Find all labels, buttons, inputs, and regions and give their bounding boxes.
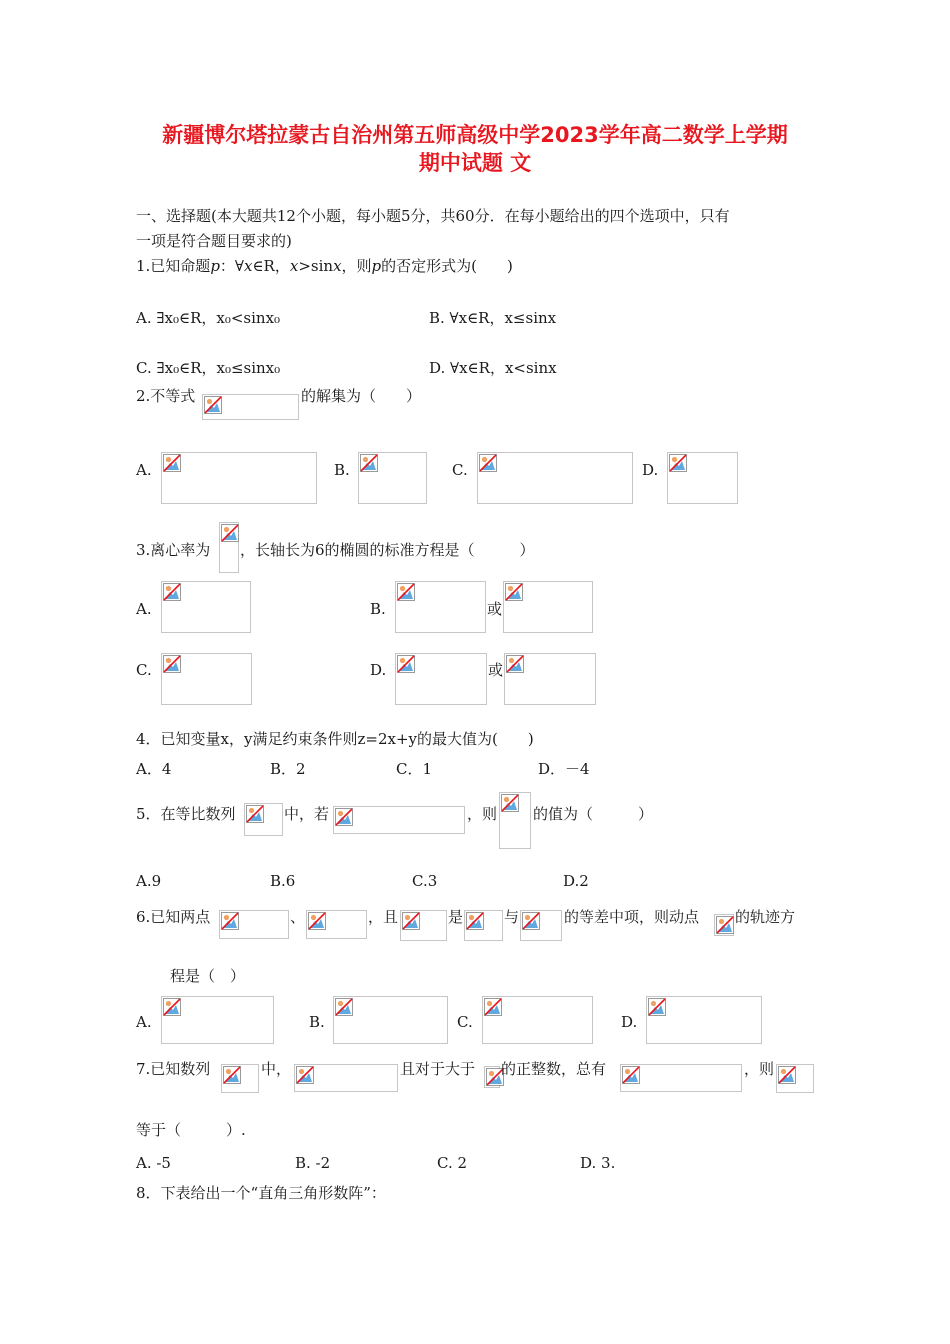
- formula-image: [161, 581, 251, 633]
- question-5-stem-end: 的值为（ ）: [533, 805, 654, 823]
- broken-image-icon: [397, 583, 415, 601]
- question-2-stem-end: 的解集为（ ）: [301, 387, 422, 405]
- question-7-stem-end: ，则: [744, 1060, 775, 1078]
- question-3-option-a: A.: [136, 600, 152, 618]
- broken-image-icon: [402, 912, 420, 930]
- broken-image-icon: [163, 583, 181, 601]
- formula-image: [306, 910, 367, 939]
- formula-image: [482, 996, 593, 1044]
- formula-image: [161, 452, 317, 504]
- question-6-sep-4: 与: [504, 908, 520, 926]
- question-6-option-b: B.: [309, 1013, 325, 1031]
- question-7-stem-line2: 等于（ ）.: [136, 1121, 246, 1139]
- formula-image: [221, 1064, 259, 1093]
- formula-image: [333, 996, 448, 1044]
- question-1-option-a: A. ∃x₀∈R，x₀<sinx₀: [136, 309, 281, 327]
- question-3-option-b: B.: [370, 600, 386, 618]
- question-3-option-d: D.: [370, 661, 387, 679]
- question-5-stem-start: 5．在等比数列: [136, 805, 236, 823]
- broken-image-icon: [204, 396, 222, 414]
- broken-image-icon: [163, 655, 181, 673]
- question-2-option-b: B.: [334, 461, 350, 479]
- question-5-option-a: A.9: [136, 872, 162, 890]
- question-1-option-b: B. ∀x∈R，x≤sinx: [429, 309, 557, 327]
- broken-image-icon: [397, 655, 415, 673]
- broken-image-icon: [335, 998, 353, 1016]
- formula-image: [333, 806, 465, 834]
- broken-image-icon: [223, 1066, 241, 1084]
- broken-image-icon: [360, 454, 378, 472]
- broken-image-icon: [622, 1066, 640, 1084]
- question-1-option-c: C. ∃x₀∈R，x₀≤sinx₀: [136, 359, 281, 377]
- broken-image-icon: [501, 794, 519, 812]
- formula-image: [667, 452, 738, 504]
- question-4-option-c: C．1: [396, 760, 433, 778]
- formula-image: [477, 452, 633, 504]
- question-4-option-b: B．2: [270, 760, 306, 778]
- question-7-option-c: C. 2: [437, 1154, 468, 1172]
- broken-image-icon: [221, 524, 239, 542]
- question-7-stem-mid1: 中，: [261, 1060, 292, 1078]
- broken-image-icon: [778, 1066, 796, 1084]
- formula-image: [202, 394, 299, 420]
- question-6-sep-2: ，且: [368, 908, 399, 926]
- broken-image-icon: [466, 912, 484, 930]
- formula-image: [400, 910, 447, 941]
- question-7-option-a: A. -5: [136, 1154, 171, 1172]
- broken-image-icon: [163, 998, 181, 1016]
- formula-image: [395, 653, 487, 705]
- formula-image: [520, 910, 562, 941]
- formula-image: [219, 522, 239, 573]
- broken-image-icon: [648, 998, 666, 1016]
- broken-image-icon: [506, 655, 524, 673]
- question-5-option-b: B.6: [270, 872, 296, 890]
- formula-image: [499, 792, 531, 849]
- question-6-option-d: D.: [621, 1013, 638, 1031]
- question-6-stem-line2: 程是（ ）: [170, 967, 246, 985]
- broken-image-icon: [308, 912, 326, 930]
- broken-image-icon: [246, 805, 264, 823]
- question-6-option-c: C.: [457, 1013, 473, 1031]
- formula-image: [161, 653, 252, 705]
- formula-image: [504, 653, 596, 705]
- formula-image: [161, 996, 274, 1044]
- question-6-stem-end: 的轨迹方: [735, 908, 796, 926]
- broken-image-icon: [522, 912, 540, 930]
- question-5-option-c: C.3: [412, 872, 438, 890]
- formula-image: [219, 910, 289, 939]
- question-7-stem-start: 7.已知数列: [136, 1060, 211, 1078]
- question-8-stem: 8．下表给出一个“直角三角形数阵”：: [136, 1184, 386, 1202]
- formula-image: [714, 914, 734, 936]
- question-7-option-d: D. 3.: [580, 1154, 616, 1172]
- formula-image: [358, 452, 427, 504]
- question-5-option-d: D.2: [563, 872, 589, 890]
- question-6-sep-3: 是: [448, 908, 464, 926]
- broken-image-icon: [505, 583, 523, 601]
- formula-image: [395, 581, 486, 633]
- page-title-line2: 期中试题 文: [418, 151, 532, 175]
- formula-image: [503, 581, 593, 633]
- question-2-option-a: A.: [136, 461, 152, 479]
- question-7-option-b: B. -2: [295, 1154, 331, 1172]
- formula-image: [464, 910, 503, 941]
- broken-image-icon: [163, 454, 181, 472]
- question-3-or-1: 或: [487, 600, 503, 618]
- question-1-stem: 1.已知命题p：∀x∈R，x>sinx，则p的否定形式为( ): [136, 257, 513, 275]
- broken-image-icon: [479, 454, 497, 472]
- broken-image-icon: [484, 998, 502, 1016]
- formula-image: [484, 1066, 500, 1088]
- question-2-stem-start: 2.不等式: [136, 387, 196, 405]
- question-4-option-d: D．－4: [538, 760, 590, 778]
- formula-image: [620, 1064, 742, 1092]
- question-3-or-2: 或: [488, 661, 504, 679]
- question-5-stem-mid2: ，则: [467, 805, 498, 823]
- question-6-stem-mid: 的等差中项，则动点: [564, 908, 700, 926]
- section-heading: 一、选择题(本大题共12个小题，每小题5分，共60分．在每小题给出的四个选项中，只有: [136, 207, 730, 225]
- question-2-option-d: D.: [642, 461, 659, 479]
- broken-image-icon: [221, 912, 239, 930]
- question-3-option-c: C.: [136, 661, 152, 679]
- question-7-stem-mid3: 的正整数，总有: [501, 1060, 607, 1078]
- question-3-stem-start: 3.离心率为: [136, 541, 211, 559]
- question-2-option-c: C.: [452, 461, 468, 479]
- question-1-option-d: D. ∀x∈R，x<sinx: [429, 359, 557, 377]
- page-title: 新疆博尔塔拉蒙古自治州第五师高级中学2023学年高二数学上学期: [162, 123, 788, 147]
- formula-image: [244, 803, 283, 836]
- question-4-option-a: A．4: [136, 760, 172, 778]
- question-6-option-a: A.: [136, 1013, 152, 1031]
- formula-image: [776, 1064, 814, 1093]
- broken-image-icon: [296, 1066, 314, 1084]
- question-3-stem-end: ，长轴长为6的椭圆的标准方程是（ ）: [240, 541, 535, 559]
- question-6-sep-1: 、: [290, 908, 306, 926]
- question-6-stem-start: 6.已知两点: [136, 908, 211, 926]
- question-7-stem-mid2: 且对于大于: [400, 1060, 476, 1078]
- broken-image-icon: [716, 916, 734, 934]
- formula-image: [294, 1064, 398, 1092]
- broken-image-icon: [335, 808, 353, 826]
- formula-image: [646, 996, 762, 1044]
- question-5-stem-mid1: 中，若: [284, 805, 330, 823]
- question-4-stem: 4．已知变量x，y满足约束条件则z=2x+y的最大值为( ): [136, 730, 534, 748]
- section-heading-line2: 一项是符合题目要求的): [136, 232, 292, 250]
- broken-image-icon: [669, 454, 687, 472]
